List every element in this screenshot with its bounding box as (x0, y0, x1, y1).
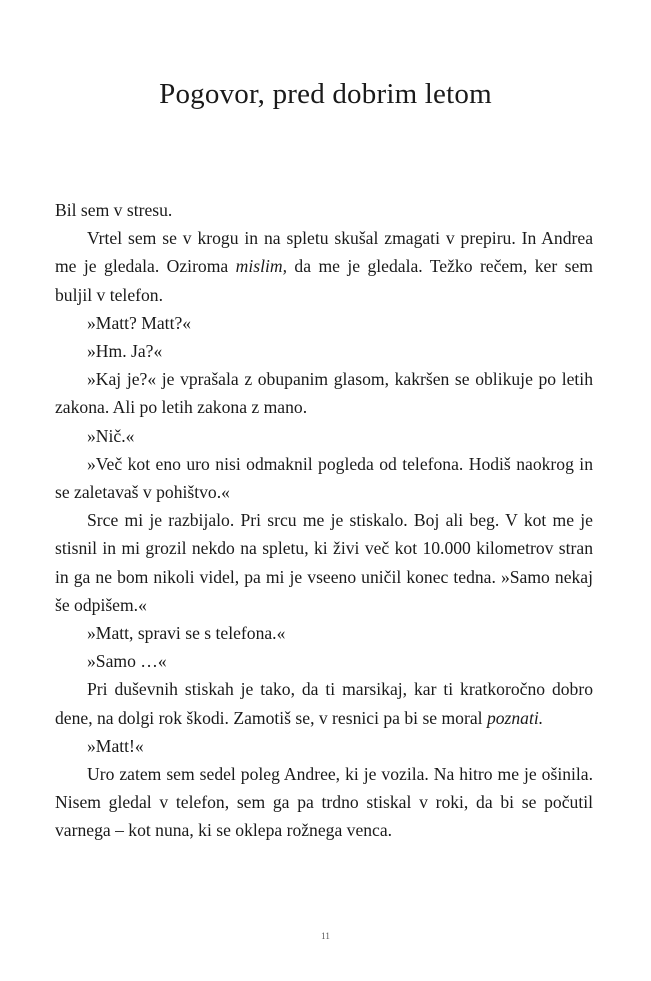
paragraph-6: »Nič.« (87, 425, 135, 446)
paragraph-13: Uro zatem sem sedel poleg Andree, ki je vozila. Na hitro me je ošinila. Nisem gledal v telefon, sem ga pa trdno stiskal v roki, da bi se počutil varnega – kot nuna, ki se oklepa rožnega venca. (55, 764, 593, 841)
page-number (0, 929, 651, 943)
paragraph-2-emphasis: mislim, (235, 256, 287, 277)
chapter-title: Pogovor, pred dobrim letom (159, 78, 492, 110)
paragraph-11 (55, 675, 593, 731)
paragraph-4: »Hm. Ja?« (87, 341, 163, 362)
paragraph-7: »Več kot eno uro nisi odmaknil pogleda od telefona. Hodiš naokrog in se zaletavaš v pohištvo.« (55, 453, 593, 503)
paragraph-8: Srce mi je razbijalo. Pri srcu me je stiskalo. Boj ali beg. V kot me je stisnil in mi grozil nekdo na spletu, ki živi več kot 10.000 kilometrov stran in ga ne bom nikoli videl, pa mi je vseeno uničil konec tedna. »Samo nekaj še odpišem.« (55, 510, 593, 615)
paragraph-11-start: Pri duševnih stiskah je tako, da ti marsikaj, kar ti kratkoročno dobro dene, na dolgi rok škodi. Zamotiš se, v resnici pa bi se moral (55, 679, 593, 728)
paragraph-12: »Matt!« (87, 735, 144, 756)
paragraph-2-end: da me je gledala. Težko rečem, ker sem buljil v telefon. (55, 256, 593, 305)
paragraph-5: »Kaj je?« je vprašala z obupanim glasom, kakršen se oblikuje po letih zakona. Ali po letih zakona z mano. (55, 369, 593, 418)
paragraph-9: »Matt, spravi se s telefona.« (87, 623, 286, 644)
paragraph-3: »Matt? Matt?« (87, 312, 192, 333)
paragraph-1: Bil sem v stresu. (55, 200, 173, 220)
paragraph-11-emphasis: poznati. (486, 707, 544, 728)
paragraph-2 (55, 224, 593, 309)
paragraph-10: »Samo …« (87, 651, 167, 672)
chapter-body (55, 196, 593, 845)
paragraph-2-start: Vrtel sem se v krogu in na spletu skušal zmagati v prepiru. In Andrea me je gledala. Oziroma (55, 228, 593, 277)
page-number-label: 11 (321, 931, 330, 941)
